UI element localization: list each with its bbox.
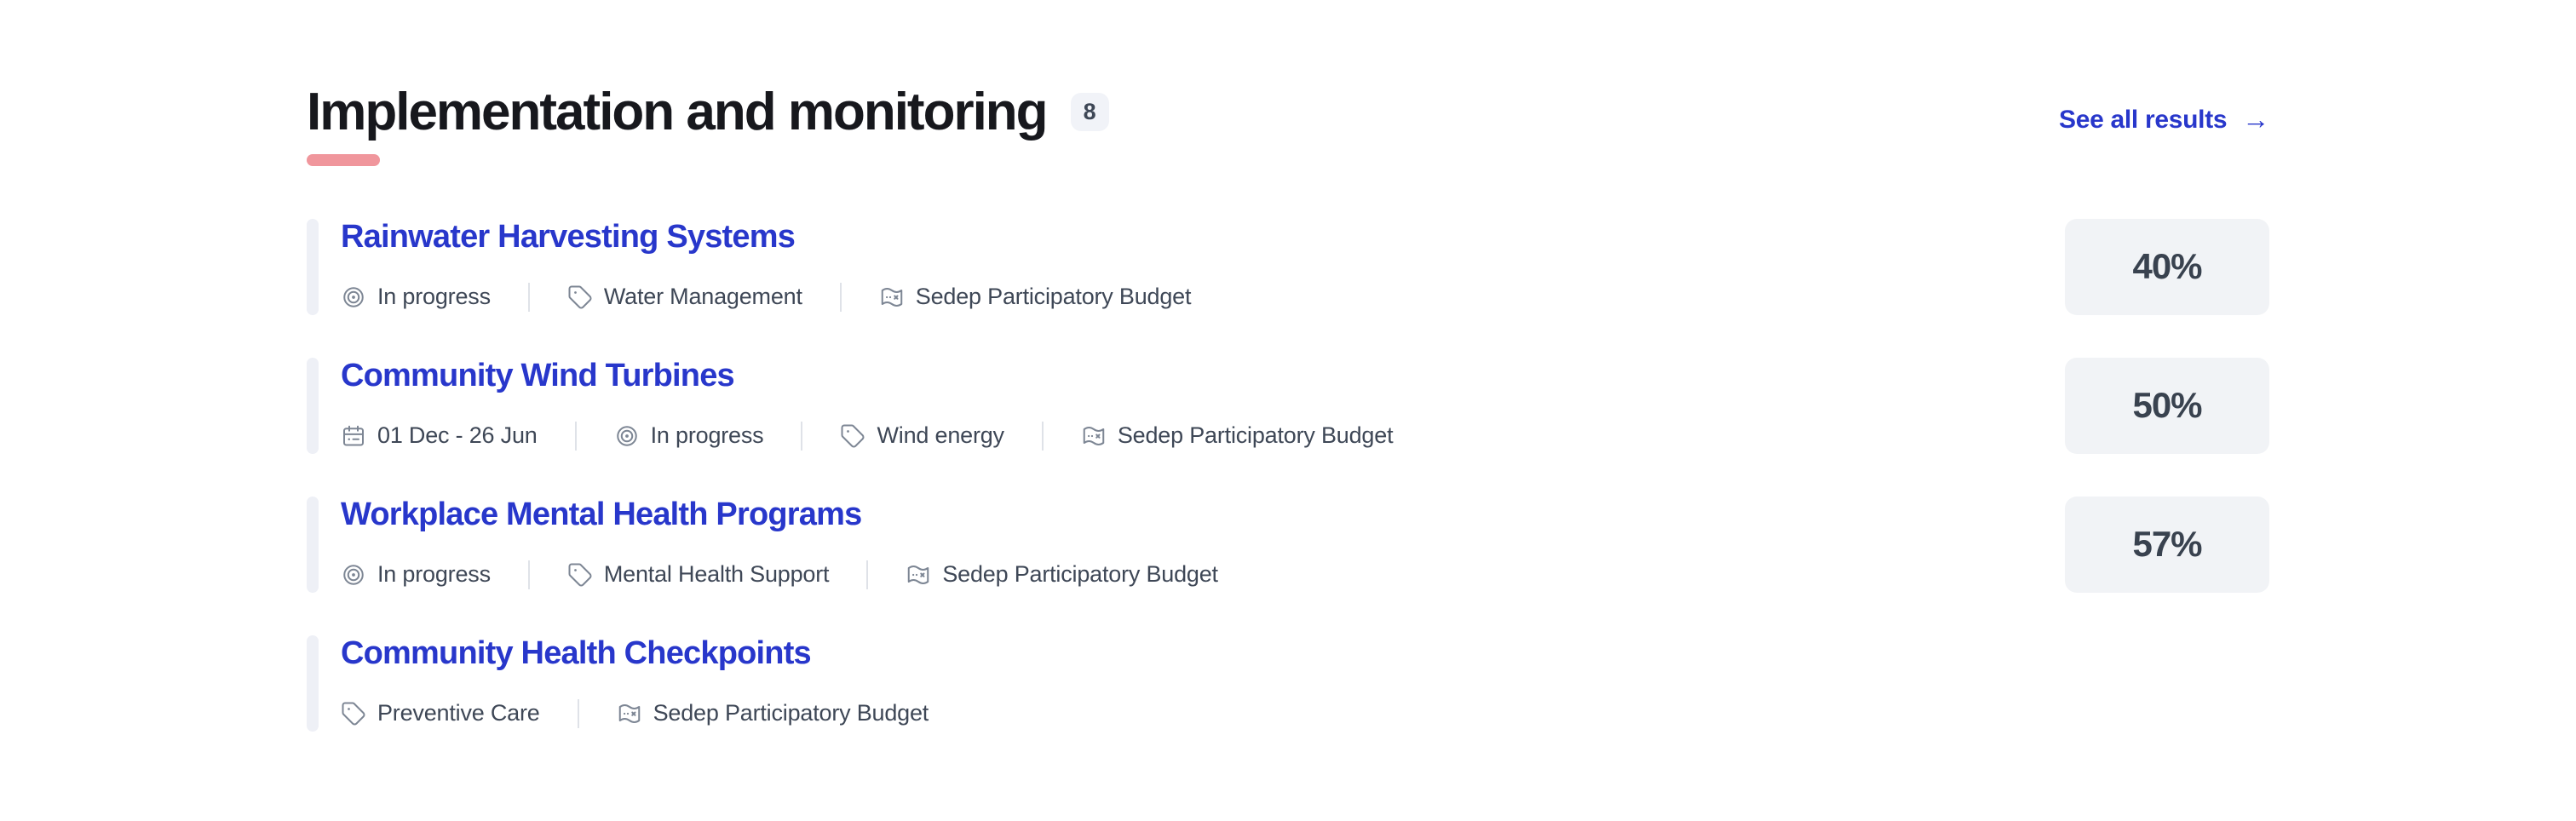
target-icon — [341, 562, 366, 588]
result-title-link[interactable]: Community Health Checkpoints — [341, 634, 811, 671]
meta-entry — [341, 561, 491, 588]
meta-label: Sedep Participatory Budget — [653, 700, 929, 726]
map-icon — [879, 284, 905, 310]
meta-label: Sedep Participatory Budget — [942, 561, 1218, 588]
meta-label: In progress — [377, 284, 491, 310]
progress-badge: 57% — [2065, 497, 2269, 593]
progress-badge: 50% — [2065, 358, 2269, 454]
results-list — [307, 219, 2269, 732]
tag-icon — [567, 284, 593, 310]
calendar-icon — [341, 423, 366, 449]
meta-divider — [840, 283, 842, 312]
meta-label: Wind energy — [877, 422, 1004, 449]
section-header — [307, 82, 2269, 166]
result-list-item — [307, 219, 2269, 315]
result-body — [341, 219, 2031, 315]
meta-entry — [614, 422, 764, 449]
meta-entry — [840, 422, 1003, 449]
meta-label: In progress — [650, 422, 764, 449]
meta-entry — [617, 700, 929, 726]
meta-divider — [866, 560, 868, 589]
meta-entry — [567, 561, 829, 588]
meta-label: Sedep Participatory Budget — [915, 284, 1192, 310]
meta-divider — [528, 283, 530, 312]
meta-entry — [341, 700, 540, 726]
tag-icon — [840, 423, 865, 449]
result-title-link[interactable]: Community Wind Turbines — [341, 357, 734, 393]
target-icon — [341, 284, 366, 310]
progress-badge: 40% — [2065, 219, 2269, 315]
result-list-item — [307, 635, 2269, 732]
target-icon — [614, 423, 640, 449]
meta-divider — [578, 699, 579, 728]
result-list-item — [307, 358, 2269, 454]
tag-icon — [567, 562, 593, 588]
result-body — [341, 497, 2031, 593]
result-body — [341, 358, 2031, 454]
result-meta — [341, 422, 2031, 451]
result-meta — [341, 699, 2269, 728]
meta-divider — [575, 422, 577, 451]
meta-divider — [528, 560, 530, 589]
meta-entry — [879, 284, 1192, 310]
item-accent-bar — [307, 635, 319, 732]
meta-label: In progress — [377, 561, 491, 588]
results-count-badge: 8 — [1071, 93, 1109, 131]
page-title: Implementation and monitoring — [307, 83, 1047, 141]
result-body — [341, 635, 2269, 732]
meta-divider — [801, 422, 802, 451]
map-icon — [617, 701, 642, 726]
title-wrap — [307, 82, 1109, 166]
see-all-results-link[interactable] — [2059, 104, 2269, 135]
meta-entry — [341, 422, 538, 449]
map-icon — [1081, 423, 1107, 449]
title-accent-underline — [307, 154, 380, 166]
meta-label: 01 Dec - 26 Jun — [377, 422, 538, 449]
item-accent-bar — [307, 219, 319, 315]
result-title-link[interactable]: Rainwater Harvesting Systems — [341, 218, 796, 255]
meta-label: Preventive Care — [377, 700, 540, 726]
tag-icon — [341, 701, 366, 726]
meta-divider — [1042, 422, 1044, 451]
item-accent-bar — [307, 358, 319, 454]
result-meta — [341, 283, 2031, 312]
meta-label: Water Management — [603, 284, 802, 310]
meta-entry — [567, 284, 802, 310]
meta-entry — [341, 284, 491, 310]
meta-label: Sedep Participatory Budget — [1117, 422, 1394, 449]
meta-label: Mental Health Support — [603, 561, 830, 588]
result-list-item — [307, 497, 2269, 593]
meta-entry — [1081, 422, 1394, 449]
meta-entry — [906, 561, 1218, 588]
result-meta — [341, 560, 2031, 589]
arrow-right-icon: → — [2242, 104, 2269, 135]
see-all-label: See all results — [2059, 105, 2228, 134]
result-title-link[interactable]: Workplace Mental Health Programs — [341, 496, 862, 532]
item-accent-bar — [307, 497, 319, 593]
map-icon — [906, 562, 931, 588]
